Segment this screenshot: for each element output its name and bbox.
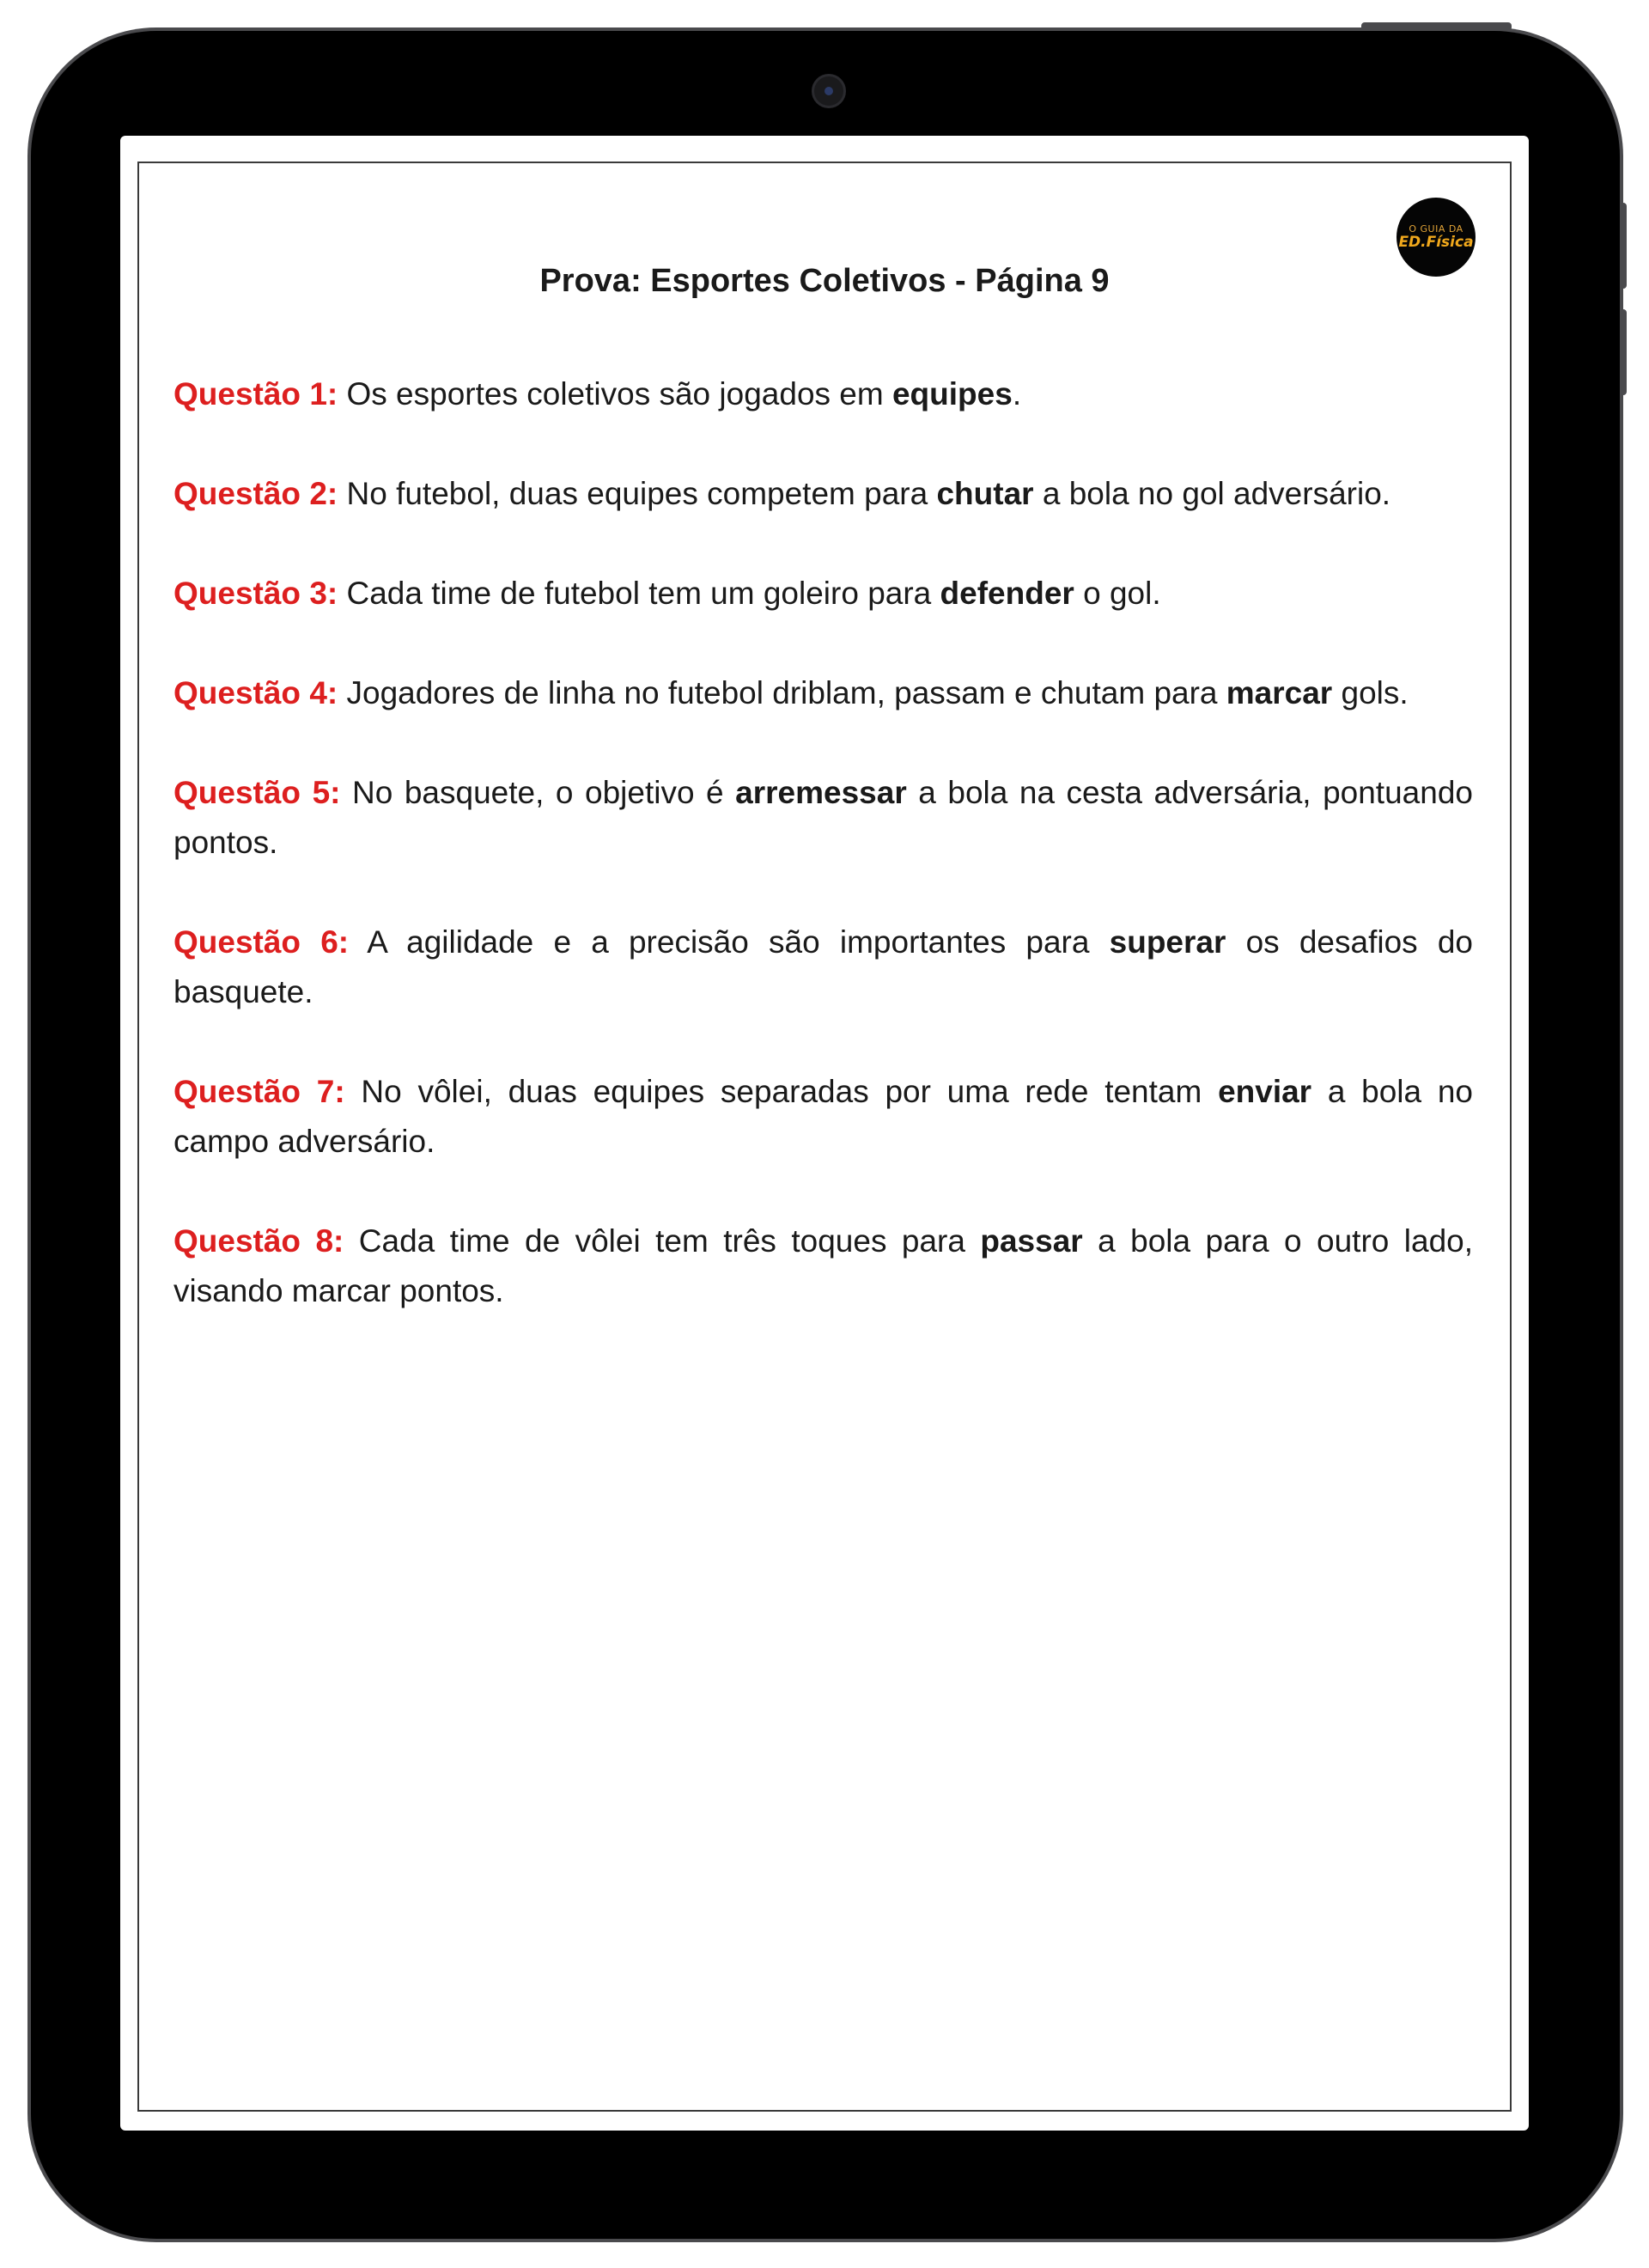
question-text: .: [1012, 376, 1022, 412]
question-item: [173, 569, 1473, 619]
question-item: [173, 918, 1473, 1017]
camera-icon: [812, 74, 846, 108]
question-text: a bola para o outro lado, visando marcar pontos.: [173, 1223, 1474, 1308]
question-keyword: enviar: [1218, 1074, 1312, 1109]
question-label: Questão 8:: [173, 1223, 344, 1259]
question-text: a bola no campo adversário.: [173, 1074, 1473, 1159]
question-keyword: marcar: [1226, 675, 1333, 710]
question-item: [173, 1067, 1473, 1167]
questions-list: [173, 369, 1473, 1366]
question-label: Questão 6:: [173, 924, 350, 960]
volume-up-button: [1620, 203, 1627, 289]
question-item: [173, 1216, 1473, 1316]
question-text: A agilidade e a precisão são importantes para: [349, 924, 1110, 960]
question-keyword: superar: [1109, 924, 1226, 960]
question-text: Cada time de vôlei tem três toques para: [344, 1223, 981, 1259]
question-keyword: defender: [940, 576, 1074, 611]
tablet-screen: [120, 136, 1529, 2131]
volume-down-button: [1620, 309, 1627, 395]
question-item: [173, 369, 1473, 419]
question-label: Questão 4:: [173, 675, 338, 710]
question-label: Questão 7:: [173, 1074, 345, 1109]
question-text: No vôlei, duas equipes separadas por uma rede tentam: [344, 1074, 1219, 1109]
page-title: Prova: Esportes Coletivos - Página 9: [539, 263, 1110, 299]
question-text: Jogadores de linha no futebol driblam, passam e chutam para: [338, 675, 1226, 710]
question-text: a bola no gol adversário.: [1033, 476, 1391, 511]
question-label: Questão 2:: [173, 476, 338, 511]
question-item: [173, 469, 1473, 519]
logo-line-2: ED.Física: [1398, 234, 1474, 251]
power-button: [1361, 22, 1512, 31]
question-text: os desafios do basquete.: [173, 924, 1473, 1009]
question-text: Os esportes coletivos são jogados em: [338, 376, 892, 412]
question-item: [173, 668, 1473, 718]
question-text: No basquete, o objetivo é: [340, 775, 736, 810]
question-text: No futebol, duas equipes competem para: [338, 476, 937, 511]
question-text: gols.: [1332, 675, 1409, 710]
question-keyword: chutar: [936, 476, 1034, 511]
question-label: Questão 3:: [173, 576, 338, 611]
question-text: a bola na cesta adversária, pontuando pontos.: [173, 775, 1473, 860]
question-text: o gol.: [1074, 576, 1161, 611]
logo-line-1: O GUIA DA: [1409, 223, 1463, 235]
question-text: Cada time de futebol tem um goleiro para: [338, 576, 940, 611]
question-keyword: equipes: [891, 376, 1013, 412]
question-keyword: arremessar: [735, 775, 907, 810]
question-label: Questão 5:: [173, 775, 341, 810]
question-label: Questão 1:: [173, 376, 338, 412]
question-item: [173, 768, 1473, 868]
question-keyword: passar: [980, 1223, 1083, 1259]
